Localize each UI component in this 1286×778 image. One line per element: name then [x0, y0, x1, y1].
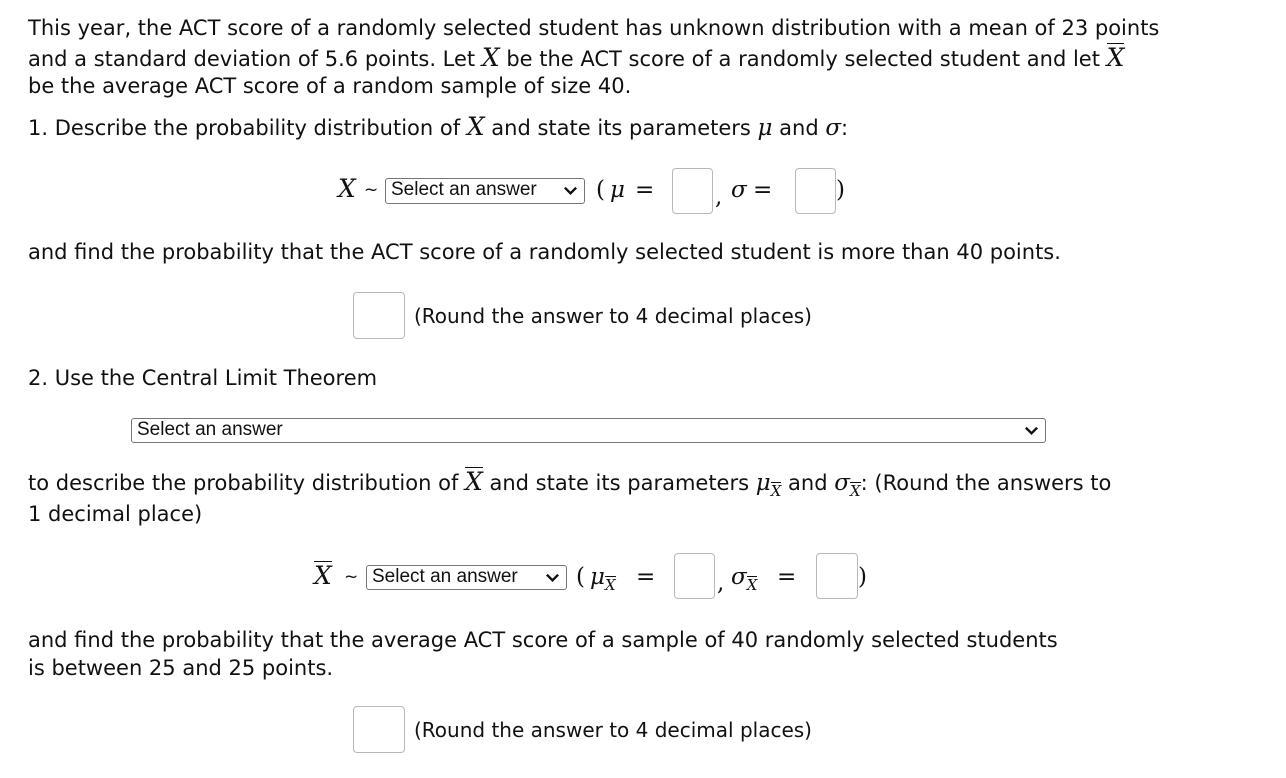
intro-line-2	[28, 43, 1124, 74]
mu-xbar-input[interactable]	[674, 553, 715, 599]
dist-variable-xbar: X	[314, 561, 332, 590]
comma: ,	[717, 570, 725, 596]
equals-sign: =	[777, 564, 797, 590]
sigma-xbar-symbol	[731, 564, 758, 594]
variable-x: X	[466, 112, 485, 141]
part2-title: 2. Use the Central Limit Theorem	[28, 366, 378, 390]
dist-variable-x: X	[338, 174, 356, 203]
equals-sign: =	[635, 177, 655, 203]
equals-sign: =	[753, 177, 773, 203]
mu-symbol: μ	[610, 177, 625, 203]
distribution-select[interactable]	[385, 178, 585, 204]
intro-line-3: be the average ACT score of a random sample of size 40.	[28, 74, 632, 98]
sigma-xbar-input[interactable]	[816, 553, 858, 599]
part2-find-line-2: is between 25 and 25 points.	[28, 656, 334, 680]
select-label: Select an answer	[391, 179, 537, 200]
clt-select[interactable]	[131, 418, 1046, 443]
intro-text: be the ACT score of a randomly selected student and let	[499, 47, 1107, 71]
chevron-down-icon	[563, 183, 578, 198]
sigma-symbol: σ	[834, 470, 850, 496]
tilde-symbol: ~	[344, 567, 359, 587]
describe-text: and	[781, 471, 835, 495]
close-paren: )	[836, 177, 845, 203]
prompt-text: 1. Describe the probability distribution of	[28, 116, 467, 140]
probability-input[interactable]	[353, 292, 405, 339]
xbar-subscript: X	[604, 576, 616, 594]
select-label: Select an answer	[137, 419, 283, 440]
mu-symbol: μ	[590, 564, 605, 590]
sample-distribution-select[interactable]	[366, 565, 567, 590]
xbar-subscript: X	[770, 482, 782, 500]
part1-prompt	[28, 112, 848, 143]
xbar-subscript: X	[849, 482, 861, 500]
part1-find-text: and find the probability that the ACT score of a randomly selected student is more than 40 points.	[28, 240, 1061, 264]
sample-probability-input[interactable]	[353, 706, 405, 753]
part2-describe-line-2: 1 decimal place)	[28, 502, 203, 526]
sigma-symbol: σ	[731, 564, 747, 590]
part2-describe-line-1	[28, 467, 1111, 498]
xbar-subscript: X	[746, 576, 758, 594]
intro-text: and a standard deviation of 5.6 points. Let	[28, 47, 482, 71]
prompt-text: and state its parameters	[484, 116, 758, 140]
sigma-input[interactable]	[795, 168, 836, 214]
open-paren: (	[576, 564, 585, 590]
comma: ,	[715, 184, 723, 210]
sigma-symbol: σ	[731, 177, 747, 203]
part2-find-line-1: and find the probability that the average ACT score of a sample of 40 randomly selected students	[28, 628, 1058, 652]
mu-input[interactable]	[672, 168, 713, 214]
chevron-down-icon	[545, 570, 560, 585]
round-note: (Round the answer to 4 decimal places)	[414, 304, 812, 328]
prompt-text: and	[772, 116, 826, 140]
intro-line-1: This year, the ACT score of a randomly selected student has unknown distribution with a mean of 23 points	[28, 16, 1160, 40]
select-label: Select an answer	[372, 566, 518, 587]
variable-xbar: X	[1106, 43, 1125, 72]
describe-text: and state its parameters	[482, 471, 756, 495]
chevron-down-icon	[1024, 423, 1039, 438]
open-paren: (	[596, 177, 605, 203]
mu-symbol: μ	[755, 470, 771, 496]
describe-text: to describe the probability distribution of	[28, 471, 466, 495]
variable-x: X	[481, 43, 500, 72]
variable-xbar: X	[465, 467, 483, 496]
sigma-symbol: σ	[825, 115, 842, 141]
mu-symbol: μ	[757, 115, 773, 141]
prompt-text: :	[841, 116, 849, 140]
close-paren: )	[858, 564, 867, 590]
equals-sign: =	[636, 564, 656, 590]
round-note: (Round the answer to 4 decimal places)	[414, 718, 812, 742]
tilde-symbol: ~	[364, 180, 379, 200]
mu-xbar-symbol	[590, 564, 616, 594]
describe-text: : (Round the answers to	[860, 471, 1112, 495]
